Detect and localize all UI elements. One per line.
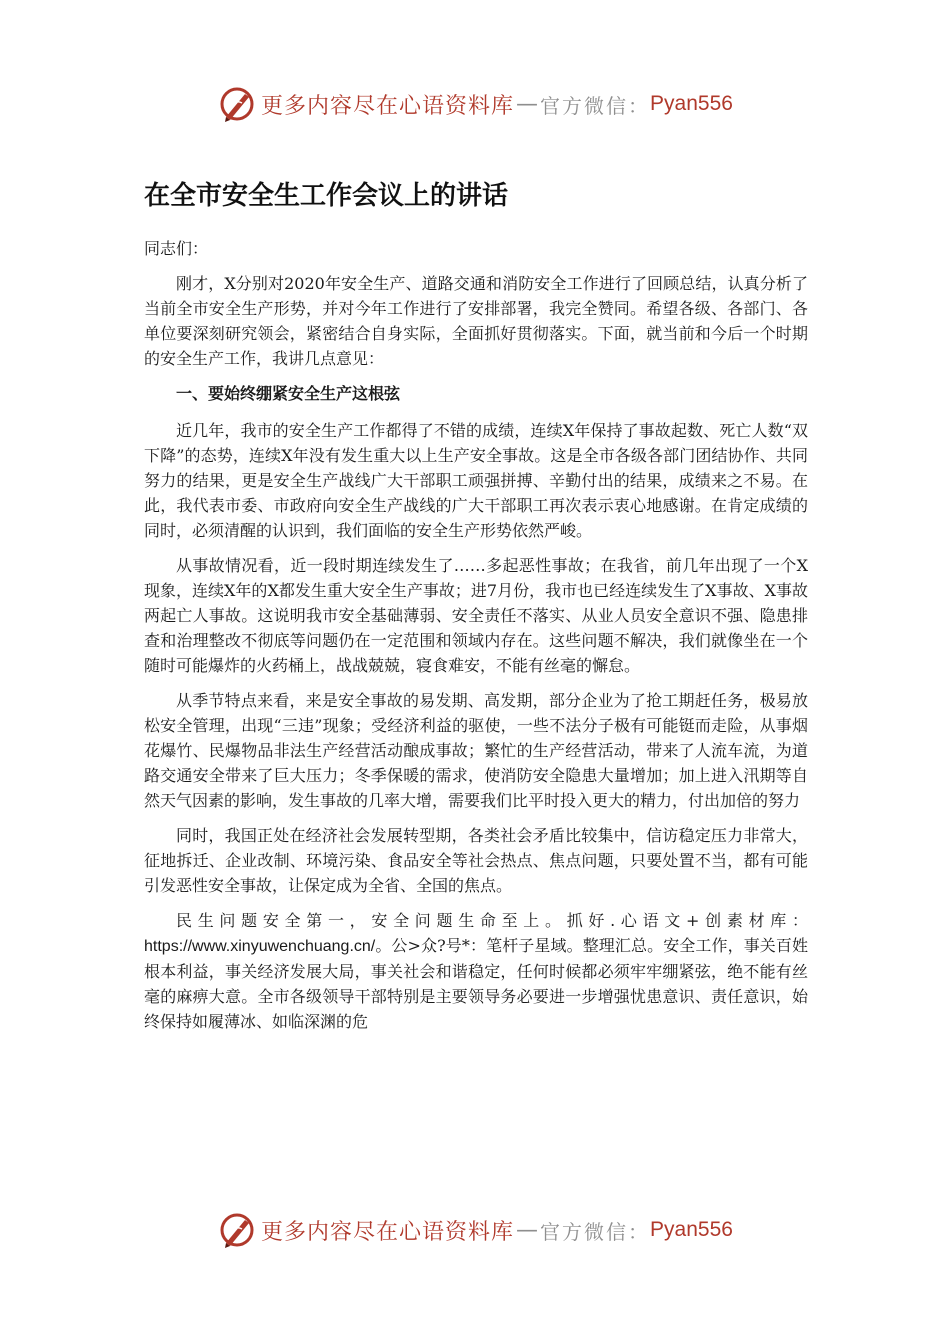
- paragraph: 近几年，我市的安全生产工作都得了不错的成绩，连续X年保持了事故起数、死亡人数“双下降”的态势，连续X年没有发生重大以上生产安全事故。这是全市各级各部门团结协作、共同努力的结果，更是安全生产战线广大干部职工顽强拼搏、辛勤付出的结果，成绩来之不易。在此，我代表市委、市政府向安全生产战线的广大干部职工再次表示衷心地感谢。在肯定成绩的同时，必须清醒的认识到，我们面临的安全生产形势依然严峻。: [144, 421, 808, 540]
- banner-wechat-id: Pyan556: [650, 92, 733, 115]
- banner-dash: —: [516, 1217, 539, 1243]
- pen-logo-icon: [217, 84, 257, 124]
- banner-brand: 更多内容尽在心语资料库: [261, 93, 515, 119]
- banner-wechat-label: 官方微信：: [540, 93, 651, 118]
- paragraph-rest: 。公>众?号*：笔杆子星域。整理汇总。安全工作，事关百姓根本利益，事关经济发展大局，事关社会和谐稳定，任何时候都必须牢牢绷紧弦，绝不能有丝毫的麻痹大意。全市各级领导干部特别是主要领导务必要进一步增强忧患意识、责任意识，始终保持如履薄冰、如临深渊的危: [144, 936, 808, 1031]
- header-banner: [0, 82, 950, 126]
- banner-wechat-label: 官方微信：: [540, 1219, 651, 1244]
- paragraph: 同时，我国正处在经济社会发展转型期，各类社会矛盾比较集中，信访稳定压力非常大，征地拆迁、企业改制、环境污染、食品安全等社会热点、焦点问题，只要处置不当，都有可能引发恶性安全事故，让保定成为全省、全国的焦点。: [144, 826, 808, 895]
- paragraph: 从事故情况看，近一段时期连续发生了……多起恶性事故；在我省，前几年出现了一个X现象，连续X年的X都发生重大安全生产事故；进7月份，我市也已经连续发生了X事故、X事故两起亡人事故。这说明我市安全基础薄弱、安全责任不落实、从业人员安全意识不强、隐患排查和治理整改不彻底等问题仍在一定范围和领域内存在。这些问题不解决，我们就像坐在一个随时可能爆炸的火药桶上，战战兢兢，寝食难安，不能有丝毫的懈怠。: [144, 556, 808, 675]
- paragraph-with-link: [144, 908, 808, 1034]
- banner-dash: —: [516, 91, 539, 117]
- greeting: 同志们：: [144, 239, 209, 258]
- intro-paragraph: 刚才，X分别对2020年安全生产、道路交通和消防安全工作进行了回顾总结，认真分析了当前全市安全生产形势，并对今年工作进行了安排部署，我完全赞同。希望各级、各部门、各单位要深刻研究领会，紧密结合自身实际，全面抓好贯彻落实。下面，就当前和今后一个时期的安全生产工作，我讲几点意见：: [144, 274, 808, 368]
- banner-brand: 更多内容尽在心语资料库: [261, 1219, 515, 1245]
- document-title: 在全市安全生工作会议上的讲话: [144, 181, 509, 211]
- paragraph-start: 民生问题安全第一，安全问题生命至上。抓好.心语文+创素材库：: [176, 911, 808, 930]
- banner-wechat-id: Pyan556: [650, 1218, 733, 1241]
- pen-logo-icon: [217, 1210, 257, 1250]
- section-heading: 一、要始终绷紧安全生产这根弦: [176, 384, 401, 403]
- footer-banner: [0, 1208, 950, 1252]
- website-link[interactable]: https://www.xinyuwenchuang.cn/: [144, 938, 376, 955]
- paragraph: 从季节特点来看，来是安全事故的易发期、高发期，部分企业为了抢工期赶任务，极易放松安全管理，出现“三违”现象；受经济利益的驱使，一些不法分子极有可能铤而走险，从事烟花爆竹、民爆物品非法生产经营活动酿成事故；繁忙的生产经营活动，带来了人流车流，为道路交通安全带来了巨大压力；冬季保暖的需求，使消防安全隐患大量增加；加上进入汛期等自然天气因素的影响，发生事故的几率大增，需要我们比平时投入更大的精力，付出加倍的努力: [144, 691, 808, 810]
- document-body: [144, 178, 808, 1044]
